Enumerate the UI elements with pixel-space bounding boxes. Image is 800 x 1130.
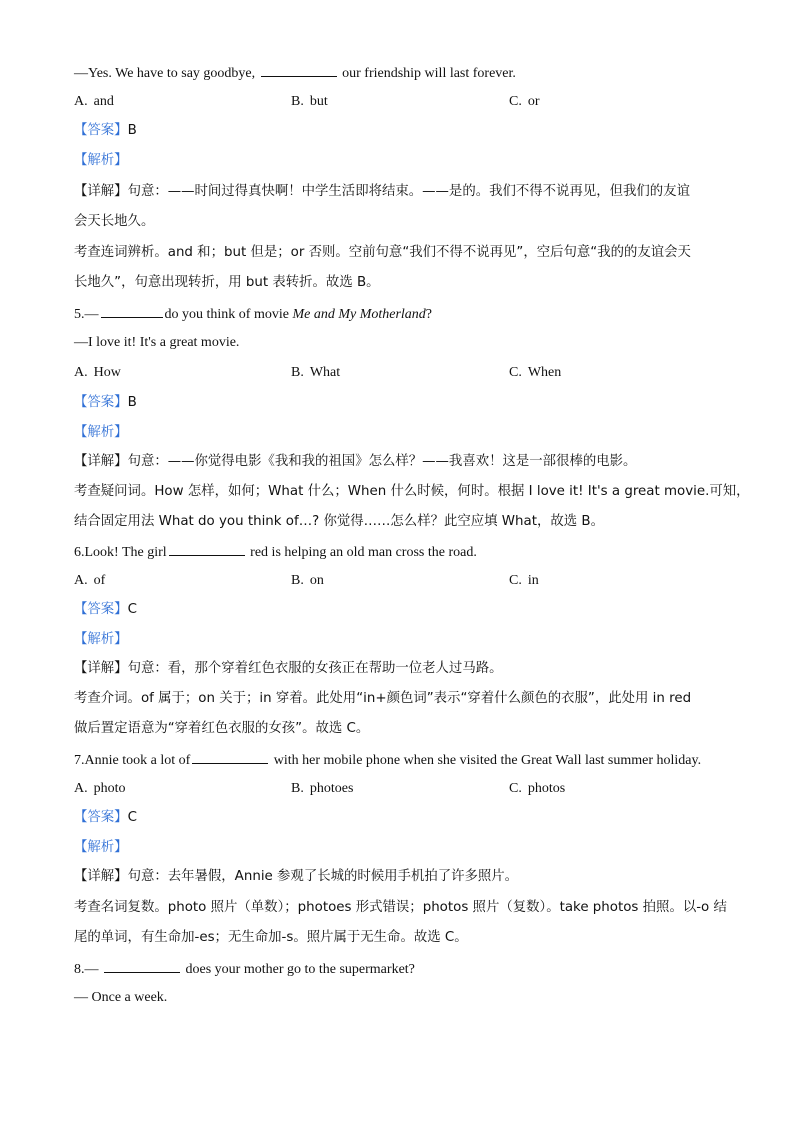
answer-value: C bbox=[127, 810, 137, 825]
answer-tag: 【答案】 bbox=[74, 602, 128, 617]
q5-detail-3: 结合固定用法 What do you think of…? 你觉得……怎么样？此空应填 What，故选 B。 bbox=[74, 514, 604, 529]
q7-detail-1: 【详解】句意：去年暑假，Annie 参观了长城的时候用手机拍了许多照片。 bbox=[74, 869, 519, 884]
q6-option-a: A. of bbox=[74, 573, 106, 588]
q5-detail-2: 考查疑问词。How 怎样，如何；What 什么；When 什么时候，何时。根据 I love it! It's a great movie.可知， bbox=[74, 484, 750, 499]
q4-stem-post: our friendship will last forever. bbox=[338, 66, 516, 81]
q5-options bbox=[74, 363, 734, 383]
analysis-tag: 【解析】 bbox=[74, 840, 128, 855]
q7-blank bbox=[192, 749, 268, 764]
analysis-tag: 【解析】 bbox=[74, 425, 128, 440]
q5-detail-1: 【详解】句意：——你觉得电影《我和我的祖国》怎么样？——我喜欢！这是一部很棒的电影。 bbox=[74, 454, 637, 469]
q8-blank bbox=[104, 958, 180, 973]
answer-tag: 【答案】 bbox=[74, 810, 128, 825]
q4-detail-3: 考查连词辨析。and 和；but 但是；or 否则。空前句意“我们不得不说再见”，空后句意“我的的友谊会天 bbox=[74, 245, 691, 260]
q5-blank bbox=[101, 303, 163, 318]
detail-tag: 【详解】 bbox=[74, 661, 128, 676]
q6-stem: 6.Look! The girl red is helping an old man cross the road. bbox=[74, 541, 726, 563]
q7-option-a: A. photo bbox=[74, 781, 126, 796]
q8-reply: — Once a week. bbox=[74, 990, 168, 1005]
q5-option-a: A. How bbox=[74, 365, 121, 380]
q4-blank bbox=[261, 62, 337, 77]
q6-analysis bbox=[74, 630, 726, 650]
q4-option-a: A. and bbox=[74, 94, 114, 109]
answer-value: B bbox=[127, 123, 137, 138]
q7-analysis bbox=[74, 838, 726, 858]
analysis-tag: 【解析】 bbox=[74, 153, 128, 168]
q4-answer bbox=[74, 121, 726, 141]
q6-option-b: B. on bbox=[291, 573, 324, 588]
q7-option-c: C. photos bbox=[509, 781, 566, 796]
q6-detail-2: 考查介词。of 属于；on 关于；in 穿着。此处用“in+颜色词”表示“穿着什么颜色的衣服”，此处用 in red bbox=[74, 691, 692, 706]
q8-stem: 8.— does your mother go to the supermarket? bbox=[74, 958, 726, 980]
answer-value: C bbox=[127, 602, 137, 617]
analysis-tag: 【解析】 bbox=[74, 632, 128, 647]
q5-analysis bbox=[74, 423, 726, 443]
q5-option-b: B. What bbox=[291, 365, 341, 380]
detail-tag: 【详解】 bbox=[74, 184, 128, 199]
q7-detail-3: 尾的单词，有生命加-es；无生命加-s。照片属于无生命。故选 C。 bbox=[74, 930, 468, 945]
q7-stem: 7.Annie took a lot of with her mobile phone when she visited the Great Wall last summer holiday. bbox=[74, 749, 726, 771]
q4-options bbox=[74, 92, 734, 112]
q5-answer bbox=[74, 393, 726, 413]
detail-tag: 【详解】 bbox=[74, 454, 128, 469]
q6-detail-1: 【详解】句意：看，那个穿着红色衣服的女孩正在帮助一位老人过马路。 bbox=[74, 661, 503, 676]
q5-stem: 5.— do you think of movie Me and My Motherland? bbox=[74, 303, 726, 325]
q4-option-c: C. or bbox=[509, 94, 540, 109]
q6-option-c: C. in bbox=[509, 573, 539, 588]
answer-tag: 【答案】 bbox=[74, 123, 128, 138]
q5-reply: —I love it! It's a great movie. bbox=[74, 335, 240, 350]
q5-option-c: C. When bbox=[509, 365, 562, 380]
q6-answer bbox=[74, 600, 726, 620]
q4-detail-1: 【详解】句意：——时间过得真快啊！中学生活即将结束。——是的。我们不得不说再见，但我们的友谊 bbox=[74, 184, 690, 199]
q7-option-b: B. photoes bbox=[291, 781, 354, 796]
q6-blank bbox=[169, 541, 245, 556]
detail-tag: 【详解】 bbox=[74, 869, 128, 884]
q6-detail-3: 做后置定语意为“穿着红色衣服的女孩”。故选 C。 bbox=[74, 721, 370, 736]
q4-stem-pre: —Yes. We have to say goodbye, bbox=[74, 66, 259, 81]
q4-stem bbox=[74, 62, 726, 84]
q4-analysis bbox=[74, 151, 726, 171]
answer-tag: 【答案】 bbox=[74, 395, 128, 410]
q7-detail-2: 考查名词复数。photo 照片（单数）；photoes 形式错误；photos 照片（复数）。take photos 拍照。以-o 结 bbox=[74, 900, 727, 915]
q4-option-b: B. but bbox=[291, 94, 328, 109]
q7-options bbox=[74, 779, 734, 799]
q6-options bbox=[74, 571, 734, 591]
q4-detail-4: 长地久”，句意出现转折，用 but 表转折。故选 B。 bbox=[74, 275, 380, 290]
q4-detail-2: 会天长地久。 bbox=[74, 214, 155, 229]
answer-value: B bbox=[127, 395, 137, 410]
movie-title: Me and My Motherland bbox=[292, 307, 426, 322]
q7-answer bbox=[74, 808, 726, 828]
